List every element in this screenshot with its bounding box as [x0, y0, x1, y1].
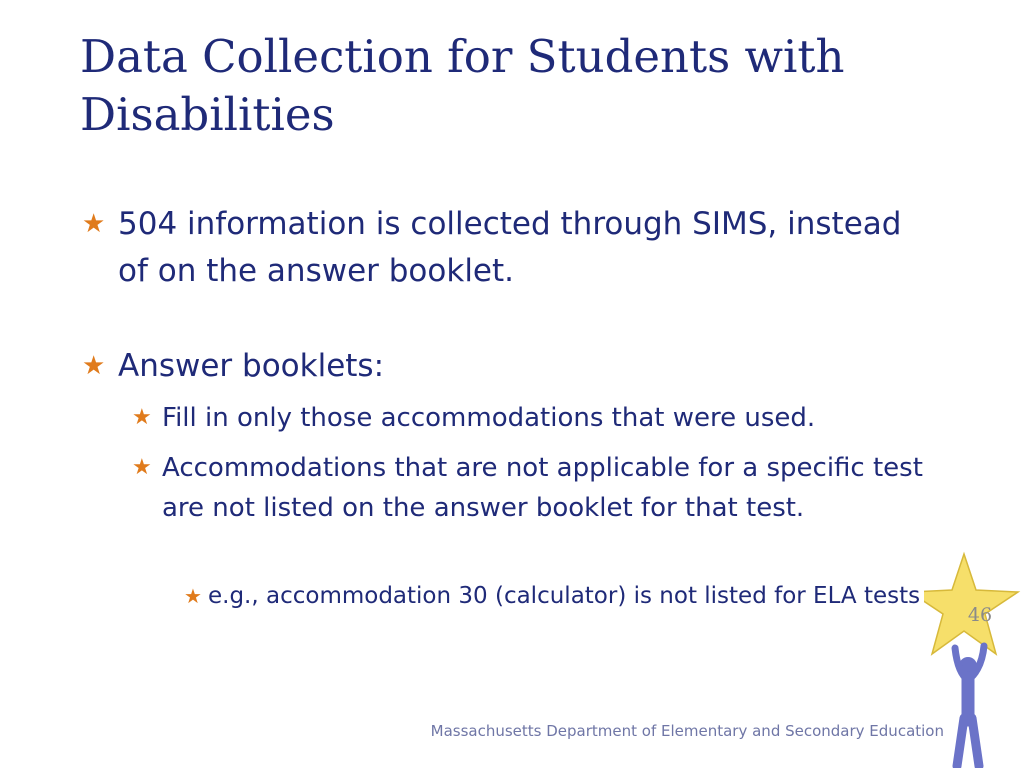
star-bullet-icon: ★ — [132, 455, 152, 480]
footer-text: Massachusetts Department of Elementary and Secondary Education — [430, 722, 944, 740]
bullet-text: e.g., accommodation 30 (calculator) is not listed for ELA tests — [208, 583, 921, 609]
sub-sub-bullet-item — [184, 578, 928, 614]
bullet-item — [82, 343, 918, 390]
star-bullet-icon: ★ — [132, 405, 152, 430]
bullet-text: 504 information is collected through SIMS, instead of on the answer booklet. — [118, 206, 902, 289]
sub-bullet-item — [132, 398, 962, 438]
bullet-item — [82, 201, 918, 295]
slide-number: 46 — [967, 604, 993, 626]
sub-bullet-item — [132, 448, 962, 528]
slide-title: Data Collection for Students with Disabilities — [80, 30, 845, 141]
star-bullet-icon: ★ — [82, 351, 106, 381]
bullet-text: Fill in only those accommodations that were used. — [162, 403, 816, 433]
bullet-text: Answer booklets: — [118, 348, 385, 384]
star-bullet-icon: ★ — [82, 209, 106, 239]
star-bullet-icon: ★ — [184, 584, 202, 608]
bullet-text: Accommodations that are not applicable for a specific test are not listed on the answer booklet for that test. — [162, 453, 923, 523]
